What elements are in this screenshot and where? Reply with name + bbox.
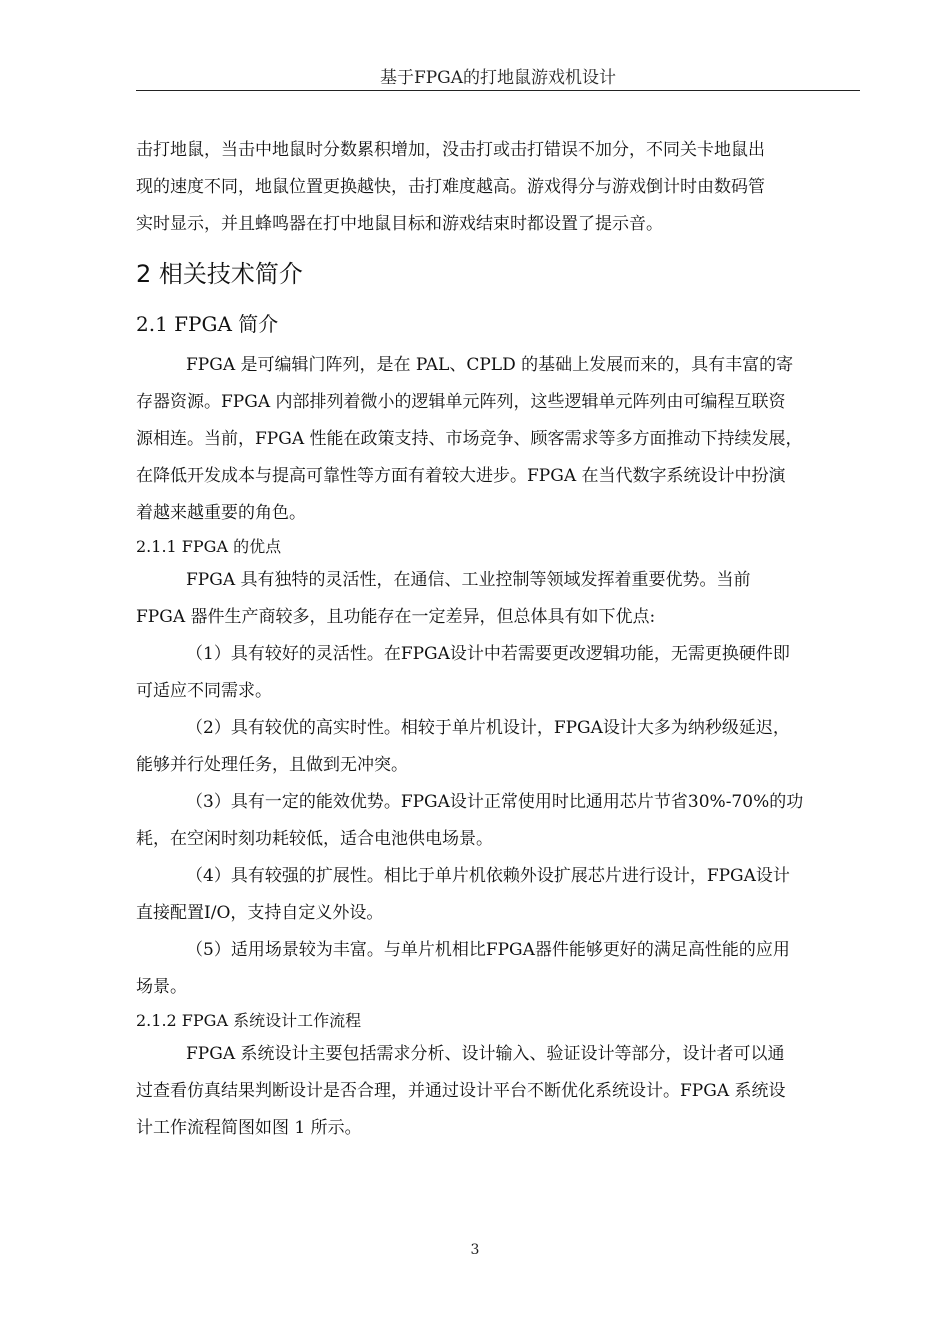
section-2-1-heading: 2.1 FPGA 简介: [136, 312, 279, 336]
section-2-1-line: 在降低开发成本与提高可靠性等方面有着较大进步。FPGA 在当代数字系统设计中扮演: [136, 466, 786, 486]
advantage-2-line: 能够并行处理任务，且做到无冲突。: [136, 755, 408, 775]
advantage-5-line: （5）适用场景较为丰富。与单片机相比FPGA器件能够更好的满足高性能的应用: [186, 940, 790, 960]
section-2-1-1-line: FPGA 具有独特的灵活性，在通信、工业控制等领域发挥着重要优势。当前: [186, 570, 751, 590]
advantage-3-line: 耗，在空闲时刻功耗较低，适合电池供电场景。: [136, 829, 493, 849]
section-2-1-line: 源相连。当前，FPGA 性能在政策支持、市场竞争、顾客需求等多方面推动下持续发展，: [136, 429, 803, 449]
advantage-5-line: 场景。: [136, 977, 187, 997]
advantage-3-line: （3）具有一定的能效优势。FPGA设计正常使用时比通用芯片节省30%-70%的功: [186, 792, 804, 812]
advantage-4-line: 直接配置I/O，支持自定义外设。: [136, 903, 384, 923]
page-content: [136, 132, 860, 1147]
intro-line: 击打地鼠，当击中地鼠时分数累积增加，没击打或击打错误不加分，不同关卡地鼠出: [136, 140, 765, 160]
section-2-1-2-heading: 2.1.2 FPGA 系统设计工作流程: [136, 1011, 362, 1030]
section-2-1-line: 存器资源。FPGA 内部排列着微小的逻辑单元阵列，这些逻辑单元阵列由可编程互联资: [136, 392, 786, 412]
running-header: 基于FPGA的打地鼠游戏机设计: [379, 68, 617, 88]
advantage-4-line: （4）具有较强的扩展性。相比于单片机依赖外设扩展芯片进行设计，FPGA设计: [186, 866, 790, 886]
advantage-1-line: （1）具有较好的灵活性。在FPGA设计中若需要更改逻辑功能，无需更换硬件即: [186, 644, 790, 664]
section-2-heading: 2 相关技术简介: [136, 260, 303, 288]
advantage-1-line: 可适应不同需求。: [136, 681, 272, 701]
section-2-1-1-line: FPGA 器件生产商较多，且功能存在一定差异，但总体具有如下优点:: [136, 607, 656, 627]
intro-line: 现的速度不同，地鼠位置更换越快，击打难度越高。游戏得分与游戏倒计时由数码管: [136, 177, 765, 197]
section-2-1-line: 着越来越重要的角色。: [136, 503, 306, 523]
advantage-2-line: （2）具有较优的高实时性。相较于单片机设计，FPGA设计大多为纳秒级延迟，: [186, 718, 790, 738]
section-2-1-2-line: 计工作流程简图如图 1 所示。: [136, 1118, 362, 1138]
section-2-1-line: FPGA 是可编辑门阵列，是在 PAL、CPLD 的基础上发展而来的，具有丰富的寄: [186, 355, 794, 375]
section-2-1-1-heading: 2.1.1 FPGA 的优点: [136, 537, 282, 556]
section-2-1-2-line: 过查看仿真结果判断设计是否合理，并通过设计平台不断优化系统设计。FPGA 系统设: [136, 1081, 786, 1101]
intro-line: 实时显示，并且蜂鸣器在打中地鼠目标和游戏结束时都设置了提示音。: [136, 214, 663, 234]
page-number: 3: [470, 1242, 480, 1258]
section-2-1-2-line: FPGA 系统设计主要包括需求分析、设计输入、验证设计等部分，设计者可以通: [186, 1044, 785, 1064]
header-rule: [136, 90, 860, 91]
